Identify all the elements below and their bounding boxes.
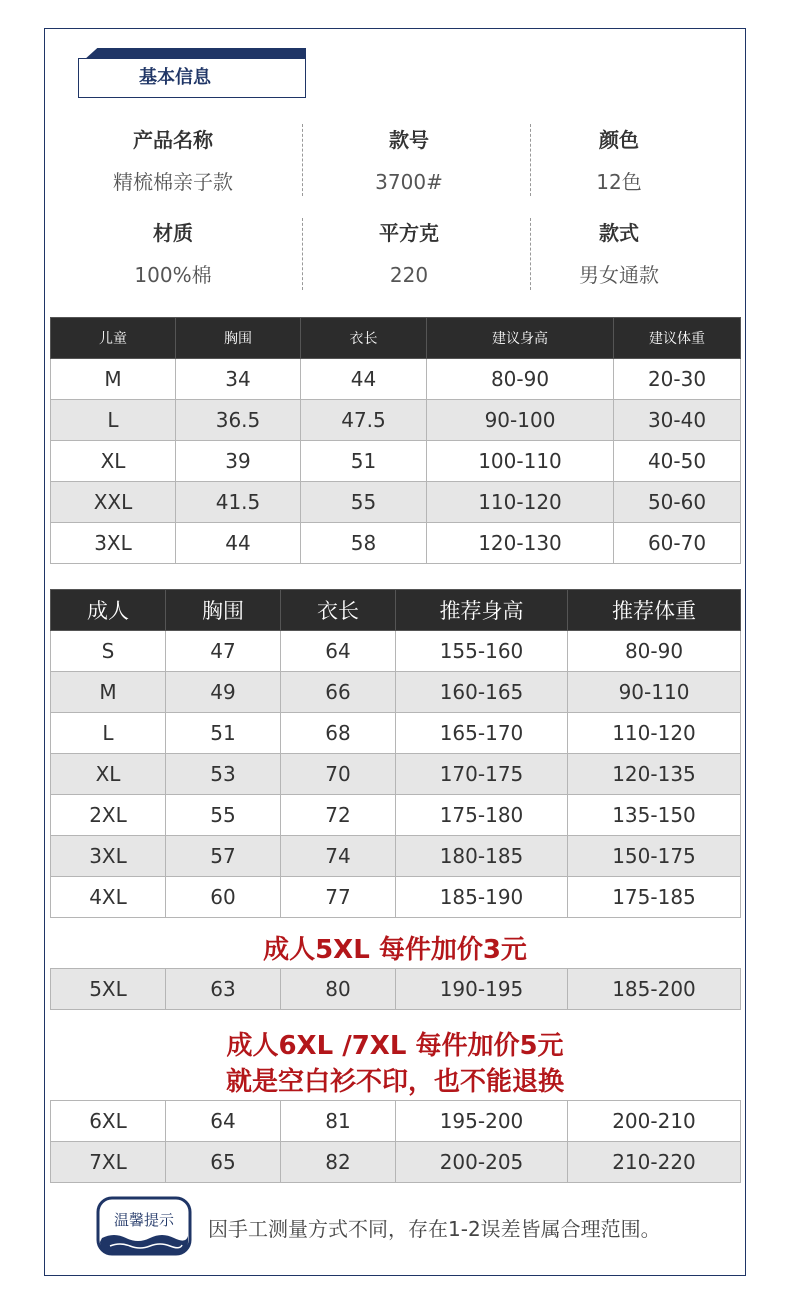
length-cell: 74 bbox=[281, 836, 396, 877]
length-cell: 64 bbox=[281, 631, 396, 672]
height-cell: 175-180 bbox=[396, 795, 568, 836]
info-color bbox=[504, 122, 734, 200]
size-cell: 5XL bbox=[51, 969, 166, 1010]
chest-cell: 39 bbox=[176, 441, 301, 482]
table-row bbox=[51, 713, 741, 754]
header-cell: 推荐体重 bbox=[568, 590, 741, 631]
size-cell: XXL bbox=[51, 482, 176, 523]
length-cell: 77 bbox=[281, 877, 396, 918]
weight-cell: 135-150 bbox=[568, 795, 741, 836]
height-cell: 185-190 bbox=[396, 877, 568, 918]
chest-cell: 36.5 bbox=[176, 400, 301, 441]
size-cell: S bbox=[51, 631, 166, 672]
info-label: 款号 bbox=[389, 128, 429, 152]
section-title: 基本信息 bbox=[139, 67, 211, 88]
info-material bbox=[58, 215, 288, 293]
header-cell: 成人 bbox=[51, 590, 166, 631]
table-row bbox=[51, 441, 741, 482]
adult-size-table bbox=[50, 589, 741, 918]
chest-cell: 64 bbox=[166, 1101, 281, 1142]
table-row bbox=[51, 795, 741, 836]
size-cell: 2XL bbox=[51, 795, 166, 836]
tip-text: 因手工测量方式不同，存在1-2误差皆属合理范围。 bbox=[208, 1217, 661, 1241]
chest-cell: 65 bbox=[166, 1142, 281, 1183]
chest-cell: 49 bbox=[166, 672, 281, 713]
table-row bbox=[51, 631, 741, 672]
length-cell: 81 bbox=[281, 1101, 396, 1142]
length-cell: 66 bbox=[281, 672, 396, 713]
chest-cell: 44 bbox=[176, 523, 301, 564]
chest-cell: 57 bbox=[166, 836, 281, 877]
header-cell: 胸围 bbox=[176, 318, 301, 359]
table-header-row bbox=[51, 590, 741, 631]
weight-cell: 90-110 bbox=[568, 672, 741, 713]
height-cell: 200-205 bbox=[396, 1142, 568, 1183]
chest-cell: 55 bbox=[166, 795, 281, 836]
height-cell: 80-90 bbox=[427, 359, 614, 400]
weight-cell: 175-185 bbox=[568, 877, 741, 918]
weight-cell: 120-135 bbox=[568, 754, 741, 795]
info-gsm bbox=[294, 215, 524, 293]
height-cell: 165-170 bbox=[396, 713, 568, 754]
length-cell: 72 bbox=[281, 795, 396, 836]
height-cell: 190-195 bbox=[396, 969, 568, 1010]
info-value: 220 bbox=[389, 263, 429, 287]
info-value: 男女通款 bbox=[579, 263, 659, 287]
size-cell: 6XL bbox=[51, 1101, 166, 1142]
table-row bbox=[51, 877, 741, 918]
header-cell: 建议体重 bbox=[614, 318, 741, 359]
size-cell: XL bbox=[51, 441, 176, 482]
length-cell: 70 bbox=[281, 754, 396, 795]
weight-cell: 30-40 bbox=[614, 400, 741, 441]
length-cell: 82 bbox=[281, 1142, 396, 1183]
kids-size-table bbox=[50, 317, 741, 564]
header-cell: 胸围 bbox=[166, 590, 281, 631]
info-value: 精梳棉亲子款 bbox=[113, 170, 233, 194]
table-header-row bbox=[51, 318, 741, 359]
chest-cell: 51 bbox=[166, 713, 281, 754]
weight-cell: 50-60 bbox=[614, 482, 741, 523]
info-value: 100%棉 bbox=[134, 263, 212, 287]
info-value: 12色 bbox=[596, 170, 642, 194]
info-fit bbox=[504, 215, 734, 293]
length-cell: 44 bbox=[301, 359, 427, 400]
info-label: 产品名称 bbox=[133, 128, 213, 152]
header-cell: 衣长 bbox=[281, 590, 396, 631]
height-cell: 170-175 bbox=[396, 754, 568, 795]
height-cell: 195-200 bbox=[396, 1101, 568, 1142]
length-cell: 80 bbox=[281, 969, 396, 1010]
weight-cell: 20-30 bbox=[614, 359, 741, 400]
table-row bbox=[51, 836, 741, 877]
info-style-number bbox=[294, 122, 524, 200]
size-cell: L bbox=[51, 713, 166, 754]
table-row bbox=[51, 1142, 741, 1183]
section-header bbox=[78, 48, 306, 98]
table-row bbox=[51, 754, 741, 795]
chest-cell: 41.5 bbox=[176, 482, 301, 523]
height-cell: 100-110 bbox=[427, 441, 614, 482]
chest-cell: 63 bbox=[166, 969, 281, 1010]
table-row bbox=[51, 359, 741, 400]
weight-cell: 210-220 bbox=[568, 1142, 741, 1183]
weight-cell: 110-120 bbox=[568, 713, 741, 754]
weight-cell: 80-90 bbox=[568, 631, 741, 672]
weight-cell: 40-50 bbox=[614, 441, 741, 482]
info-label: 材质 bbox=[153, 221, 193, 245]
table-row bbox=[51, 672, 741, 713]
info-label: 平方克 bbox=[379, 221, 439, 245]
weight-cell: 150-175 bbox=[568, 836, 741, 877]
table-row bbox=[51, 969, 741, 1010]
info-label: 款式 bbox=[599, 221, 639, 245]
weight-cell: 185-200 bbox=[568, 969, 741, 1010]
weight-cell: 200-210 bbox=[568, 1101, 741, 1142]
weight-cell: 60-70 bbox=[614, 523, 741, 564]
header-cell: 推荐身高 bbox=[396, 590, 568, 631]
tip-badge-label: 温馨提示 bbox=[113, 1211, 174, 1229]
length-cell: 55 bbox=[301, 482, 427, 523]
height-cell: 180-185 bbox=[396, 836, 568, 877]
chest-cell: 34 bbox=[176, 359, 301, 400]
header-cell: 建议身高 bbox=[427, 318, 614, 359]
length-cell: 68 bbox=[281, 713, 396, 754]
size-cell: XL bbox=[51, 754, 166, 795]
size-cell: 3XL bbox=[51, 523, 176, 564]
info-label: 颜色 bbox=[599, 128, 639, 152]
size-cell: M bbox=[51, 359, 176, 400]
length-cell: 47.5 bbox=[301, 400, 427, 441]
size-cell: 3XL bbox=[51, 836, 166, 877]
chest-cell: 47 bbox=[166, 631, 281, 672]
no-return-note: 就是空白衫不印，也不能退换 bbox=[225, 1067, 564, 1097]
height-cell: 120-130 bbox=[427, 523, 614, 564]
size-table-6xl-7xl bbox=[50, 1100, 741, 1183]
chest-cell: 60 bbox=[166, 877, 281, 918]
size-cell: M bbox=[51, 672, 166, 713]
table-row bbox=[51, 482, 741, 523]
height-cell: 110-120 bbox=[427, 482, 614, 523]
height-cell: 90-100 bbox=[427, 400, 614, 441]
size-cell: 7XL bbox=[51, 1142, 166, 1183]
size-cell: L bbox=[51, 400, 176, 441]
length-cell: 58 bbox=[301, 523, 427, 564]
size-cell: 4XL bbox=[51, 877, 166, 918]
surcharge-note-5xl: 成人5XL 每件加价3元 bbox=[263, 935, 527, 965]
surcharge-note-6xl-7xl: 成人6XL /7XL 每件加价5元 bbox=[226, 1031, 564, 1061]
product-info-grid bbox=[50, 120, 740, 295]
header-cell: 衣长 bbox=[301, 318, 427, 359]
info-value: 3700# bbox=[375, 170, 443, 194]
header-cell: 儿童 bbox=[51, 318, 176, 359]
info-product-name bbox=[58, 122, 288, 200]
height-cell: 155-160 bbox=[396, 631, 568, 672]
table-row bbox=[51, 1101, 741, 1142]
tip-badge-icon bbox=[96, 1196, 192, 1258]
size-table-5xl bbox=[50, 968, 741, 1010]
table-row bbox=[51, 523, 741, 564]
chest-cell: 53 bbox=[166, 754, 281, 795]
table-row bbox=[51, 400, 741, 441]
height-cell: 160-165 bbox=[396, 672, 568, 713]
length-cell: 51 bbox=[301, 441, 427, 482]
